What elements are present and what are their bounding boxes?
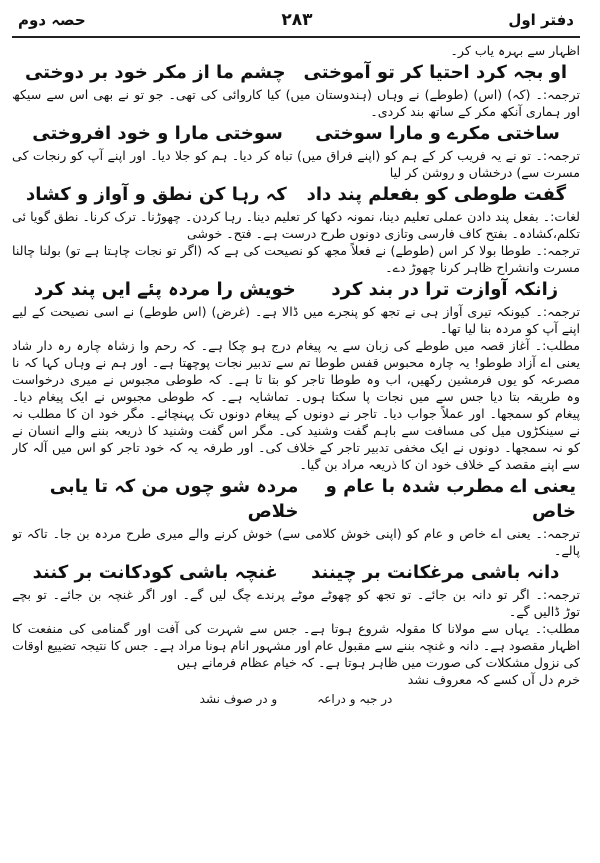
translation-5-line-1: ترجمہ:۔ یعنی اے خاص و عام کو (اپنی خوش کلامی سے) خوش کرنے والے میری طرح مردہ بن جا۔ تاکہ تو bbox=[12, 526, 580, 541]
verse-4-first-hemistich: زانکہ آوازت ترا در بند کرد bbox=[331, 279, 559, 300]
translation-4-line-1: ترجمہ:۔ کیونکہ تیری آواز ہی نے تجھ کو پنجرے میں ڈالا ہے۔ (غرض) (اس طوطے) نے اسی نصیحت کے لیے bbox=[12, 304, 580, 319]
translation-4-line-2: اپنے آپ کو مردہ بنا لیا تھا۔ bbox=[440, 321, 580, 336]
verse-5-first-hemistich: یعنی اے مطرب شدہ با عام و خاص bbox=[325, 476, 576, 522]
verse-5 bbox=[12, 474, 580, 524]
commentary-1-line-4: وہ طریقہ بتا دیا جس سے میں نجات پا سکتا ہوں۔ تماشایہ ہے۔ کہ طوطی مجبوس نے ایک پیغام دیا۔ bbox=[12, 389, 580, 404]
quoted-verse-line-1: خرم دل آں کسے کہ معروف نشد bbox=[407, 672, 580, 687]
intro-line: اظہار سے بہرہ یاب کر۔ bbox=[450, 43, 580, 58]
header-section: حصہ دوم bbox=[18, 11, 86, 29]
translation-3-line-1: ترجمہ:۔ طوطا بولا کر اس (طوطے) نے فعلاً مجھ کو نصیحت کی ہے کہ (اگر تو نجات چاہتا ہے تو) بولنا چالنا bbox=[12, 243, 580, 258]
page-number: ۲۸۳ bbox=[281, 10, 313, 30]
commentary-1-line-3: مصرعہ کو یوں فرمشین رکھیں، اب وہ طوطا تاجر کو بتا تا ہے۔ کہ طوطی مجبوس نے میری درخواست bbox=[12, 372, 580, 387]
commentary-1-line-2: یعنی اے آزاد طوطو! یہ چارہ محبوس قفس طوطا تم سے تدبیر نجات پوچھتا ہے۔ اور ہم نے وہاں کہا کہ نا bbox=[12, 355, 580, 370]
commentary-1-line-7: کو نہ سمجھا۔ دونوں نے ایک مخفی تدبیر تاجر کے خلاف کی۔ اور طرفہ یہ کہ خود تاجر کو اس میں آلہ کار bbox=[12, 440, 580, 455]
verse-2-second-hemistich: سوختی مارا و خود افروختی bbox=[32, 123, 283, 144]
commentary-1-line-5: پیغام کو سمجھا۔ اور عملاً جواب دیا۔ تاجر نے دونوں کے پیغام دونوں تک پہنچائے۔ مگر خود ان کا مطلب نہ bbox=[12, 406, 580, 421]
verse-4-second-hemistich: خویش را مردہ پئے ایں پند کرد bbox=[33, 279, 296, 300]
verse-3 bbox=[12, 182, 580, 207]
commentary-1-line-6: نے سینکڑوں میل کی مسافت سے باہم گفت وشنید کی۔ مگر اس گفت وشنید کا ذریعہ بننے والے انسان نے bbox=[12, 423, 580, 438]
verse-5-second-hemistich: مردہ شو چوں من کہ تا یابی خلاص bbox=[49, 476, 299, 522]
commentary-2-line-2: اظہار مقصود ہے۔ دانہ و غنچہ بننے سے مقبول عام اور مشہور انام ہونا مراد ہے۔ جس کا نتیجہ تضییع اوقات bbox=[12, 638, 580, 653]
verse-6 bbox=[12, 560, 580, 585]
verse-2-first-hemistich: ساختی مکرے و مارا سوختی bbox=[315, 123, 560, 144]
translation-6-line-2: توڑ ڈالیں گے۔ bbox=[508, 604, 580, 619]
page-header bbox=[12, 4, 580, 38]
quoted-verse-part-a: در جبہ و دراعہ bbox=[317, 692, 393, 706]
page-content bbox=[12, 38, 580, 708]
translation-3-line-2: مسرت وانشراح ظاہر کرنا چھوڑ دے۔ bbox=[385, 260, 580, 275]
commentary-2-line-3: کی نزول مشکلات کی صورت میں ظاہر ہوتا ہے۔ کہ خیام عظام فرمانے ہیں bbox=[176, 655, 580, 670]
quoted-verse-line-2 bbox=[12, 690, 580, 708]
translation-1-line-1: ترجمہ:۔ (کہ) (اس) (طوطے) نے وہاں (ہندوستان میں) کیا کاروائی کی تھی۔ جو تو نے بھی اس سے سیکھ bbox=[12, 87, 580, 102]
verse-2 bbox=[12, 121, 580, 146]
verse-3-first-hemistich: گفت طوطی کو بفعلم پند داد bbox=[306, 184, 567, 205]
header-book-part: دفتر اول bbox=[508, 11, 574, 29]
verse-4 bbox=[12, 277, 580, 302]
verse-1 bbox=[12, 60, 580, 85]
verse-1-first-hemistich: او بجہ کرد احتیا کر تو آموختی bbox=[303, 62, 568, 83]
verse-6-second-hemistich: غنچہ باشی کودکانت بر کنند bbox=[32, 562, 278, 583]
translation-5-line-2: پالے۔ bbox=[554, 543, 580, 558]
translation-6-line-1: ترجمہ:۔ اگر تو دانہ بن جائے۔ تو تجھ کو چھوٹے موٹے پرندے چگ لیں گے۔ اور اگر غنچہ بن جائے۔ تو بچے bbox=[12, 587, 580, 602]
verse-3-second-hemistich: کہ رہا کن نطق و آواز و کشاد bbox=[25, 184, 287, 205]
vocabulary-line-1: لغات:۔ بفعل پند دادن عملی تعلیم دینا، نمونہ دکھا کر تعلیم دینا۔ رہا کردن۔ چھوڑنا۔ ترک کرنا۔ نطق گویا ئی bbox=[12, 209, 580, 224]
translation-1-line-2: اور ہماری آنکھ مکر کے ساتھ بند کردی۔ bbox=[370, 104, 580, 119]
verse-1-second-hemistich: چشم ما از مکر خود بر دوختی bbox=[24, 62, 286, 83]
commentary-2-line-1: مطلب:۔ یہاں سے مولانا کا مقولہ شروع ہوتا ہے۔ جس سے شہرت کی آفت اور گمنامی کی منفعت کا bbox=[12, 621, 580, 636]
quoted-verse-part-b: و در صوف نشد bbox=[199, 692, 278, 706]
commentary-1-line-1: مطلب:۔ آغاز قصہ میں طوطے کی زبان سے یہ پیغام درج ہو چکا ہے۔ کہ رحم وا زشاہ چارہ رہ دار شاد bbox=[12, 338, 580, 353]
translation-2-line-2: مسرت سے) درخشاں و روشن کر لیا bbox=[389, 165, 580, 180]
verse-6-first-hemistich: دانہ باشی مرغکانت بر چینند bbox=[311, 562, 560, 583]
commentary-1-line-8: سے اپنے مقصد کے خلاف خود ان کا ذریعہ مراد بن گیا۔ bbox=[299, 457, 580, 472]
translation-2-line-1: ترجمہ:۔ تو نے یہ فریب کر کے ہم کو (اپنے فراق میں) تباہ کر دیا۔ ہم کو جلا دیا۔ اور اپنے آپ کو رنجات کی bbox=[12, 148, 580, 163]
vocabulary-line-2: تکلم،کشادہ۔ بفتح کاف فارسی وتازی دونوں طرح درست ہے۔ فتح۔ خوشی bbox=[186, 226, 580, 241]
